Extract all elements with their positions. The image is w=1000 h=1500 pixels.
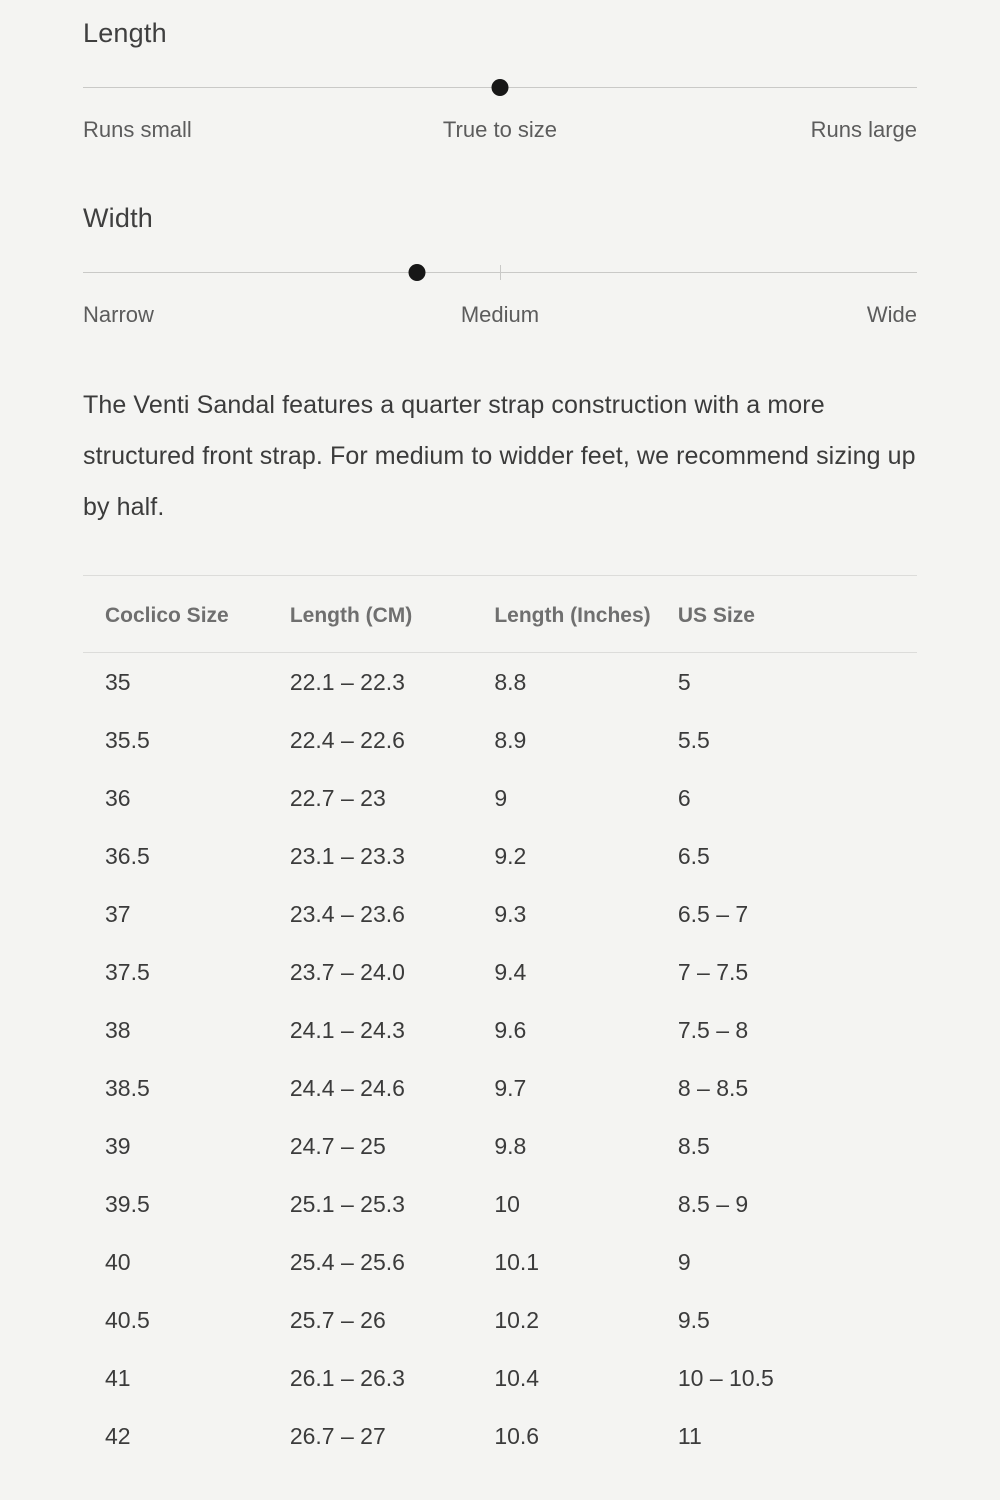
cell-length-cm: 25.7 – 26	[289, 1307, 386, 1333]
cell-us-size: 7.5 – 8	[677, 1017, 749, 1043]
fit-slider-length-label-left: Runs small	[83, 117, 192, 142]
fit-slider-length-label-right: Runs large	[810, 117, 917, 142]
table-row	[83, 1001, 917, 1059]
cell-length-cm: 22.4 – 22.6	[289, 727, 405, 753]
size-chart-head	[83, 576, 917, 653]
cell-us-size: 5	[677, 669, 691, 695]
fit-slider-length-handle[interactable]	[492, 79, 509, 96]
table-row	[83, 1175, 917, 1233]
cell-us-size: 6.5 – 7	[677, 901, 749, 927]
table-row	[83, 653, 917, 712]
size-chart-header-row	[83, 576, 917, 653]
cell-us-size: 10 – 10.5	[677, 1365, 774, 1391]
cell-coclico-size: 38	[105, 1017, 131, 1043]
table-row	[83, 943, 917, 1001]
cell-length-inches: 9.3	[494, 901, 527, 927]
cell-length-cm: 23.7 – 24.0	[289, 959, 405, 985]
table-row	[83, 1233, 917, 1291]
cell-length-inches: 9	[494, 785, 508, 811]
fit-slider-width-title: Width	[83, 203, 154, 233]
cell-length-cm: 25.4 – 25.6	[289, 1249, 405, 1275]
slider-spacer	[83, 143, 917, 185]
cell-coclico-size: 36.5	[105, 843, 150, 869]
fit-slider-length	[83, 0, 917, 143]
cell-length-cm: 25.1 – 25.3	[289, 1191, 405, 1217]
cell-length-inches: 10.6	[494, 1423, 540, 1449]
cell-coclico-size: 36	[105, 785, 131, 811]
table-row	[83, 711, 917, 769]
table-row	[83, 1349, 917, 1407]
cell-us-size: 5.5	[677, 727, 710, 753]
cell-coclico-size: 35.5	[105, 727, 150, 753]
cell-us-size: 6	[677, 785, 691, 811]
cell-length-inches: 9.4	[494, 959, 527, 985]
table-row	[83, 1407, 917, 1465]
fit-slider-length-title: Length	[83, 18, 167, 48]
cell-us-size: 8.5	[677, 1133, 710, 1159]
table-row	[83, 1291, 917, 1349]
fit-slider-width-label-left: Narrow	[83, 302, 154, 327]
table-row	[83, 769, 917, 827]
fit-slider-width-tick	[500, 265, 501, 280]
cell-coclico-size: 41	[105, 1365, 131, 1391]
cell-us-size: 6.5	[677, 843, 710, 869]
cell-length-inches: 9.8	[494, 1133, 527, 1159]
column-header-length-cm: Length (CM)	[274, 576, 483, 653]
size-chart-table	[83, 576, 917, 1465]
cell-length-cm: 24.4 – 24.6	[289, 1075, 405, 1101]
table-row	[83, 885, 917, 943]
cell-us-size: 8.5 – 9	[677, 1191, 749, 1217]
column-header-coclico-size: Coclico Size	[83, 576, 274, 653]
cell-coclico-size: 37.5	[105, 959, 150, 985]
cell-length-inches: 9.7	[494, 1075, 527, 1101]
fit-slider-length-track[interactable]	[83, 77, 917, 99]
cell-coclico-size: 40	[105, 1249, 131, 1275]
cell-coclico-size: 42	[105, 1423, 131, 1449]
cell-coclico-size: 38.5	[105, 1075, 150, 1101]
cell-coclico-size: 39.5	[105, 1191, 150, 1217]
table-row	[83, 1117, 917, 1175]
cell-length-cm: 26.1 – 26.3	[289, 1365, 405, 1391]
cell-length-cm: 26.7 – 27	[289, 1423, 386, 1449]
cell-length-inches: 9.6	[494, 1017, 527, 1043]
cell-length-cm: 23.1 – 23.3	[289, 843, 405, 869]
column-header-us-size: US Size	[664, 576, 917, 653]
cell-us-size: 9	[677, 1249, 691, 1275]
fit-slider-width	[83, 185, 917, 328]
size-chart	[83, 575, 917, 1465]
cell-length-cm: 22.1 – 22.3	[289, 669, 405, 695]
table-row	[83, 1059, 917, 1117]
fit-slider-width-labels	[83, 302, 917, 328]
cell-length-inches: 10.2	[494, 1307, 540, 1333]
size-chart-body	[83, 653, 917, 1466]
fit-slider-width-label-right: Wide	[866, 302, 917, 327]
cell-length-inches: 10.1	[494, 1249, 540, 1275]
fit-slider-width-label-mid: Medium	[460, 302, 540, 327]
table-row	[83, 827, 917, 885]
cell-us-size: 8 – 8.5	[677, 1075, 749, 1101]
fit-slider-length-labels	[83, 117, 917, 143]
cell-length-inches: 9.2	[494, 843, 527, 869]
cell-us-size: 7 – 7.5	[677, 959, 749, 985]
fit-description: The Venti Sandal features a quarter strap construction with a more structured front strap. For medium to widder feet, we recommend sizing up by half.	[83, 391, 916, 521]
fit-slider-width-handle[interactable]	[408, 264, 425, 281]
cell-length-inches: 10.4	[494, 1365, 540, 1391]
column-header-length-inches: Length (Inches)	[482, 576, 664, 653]
cell-coclico-size: 37	[105, 901, 131, 927]
cell-length-inches: 8.8	[494, 669, 527, 695]
cell-length-inches: 10	[494, 1191, 520, 1217]
fit-slider-length-label-mid: True to size	[442, 117, 558, 142]
cell-length-cm: 22.7 – 23	[289, 785, 386, 811]
cell-length-cm: 23.4 – 23.6	[289, 901, 405, 927]
cell-length-inches: 8.9	[494, 727, 527, 753]
cell-coclico-size: 35	[105, 669, 131, 695]
cell-us-size: 11	[677, 1423, 702, 1449]
cell-coclico-size: 40.5	[105, 1307, 150, 1333]
cell-coclico-size: 39	[105, 1133, 131, 1159]
cell-length-cm: 24.1 – 24.3	[289, 1017, 405, 1043]
fit-slider-width-track[interactable]	[83, 262, 917, 284]
cell-us-size: 9.5	[677, 1307, 710, 1333]
cell-length-cm: 24.7 – 25	[289, 1133, 386, 1159]
